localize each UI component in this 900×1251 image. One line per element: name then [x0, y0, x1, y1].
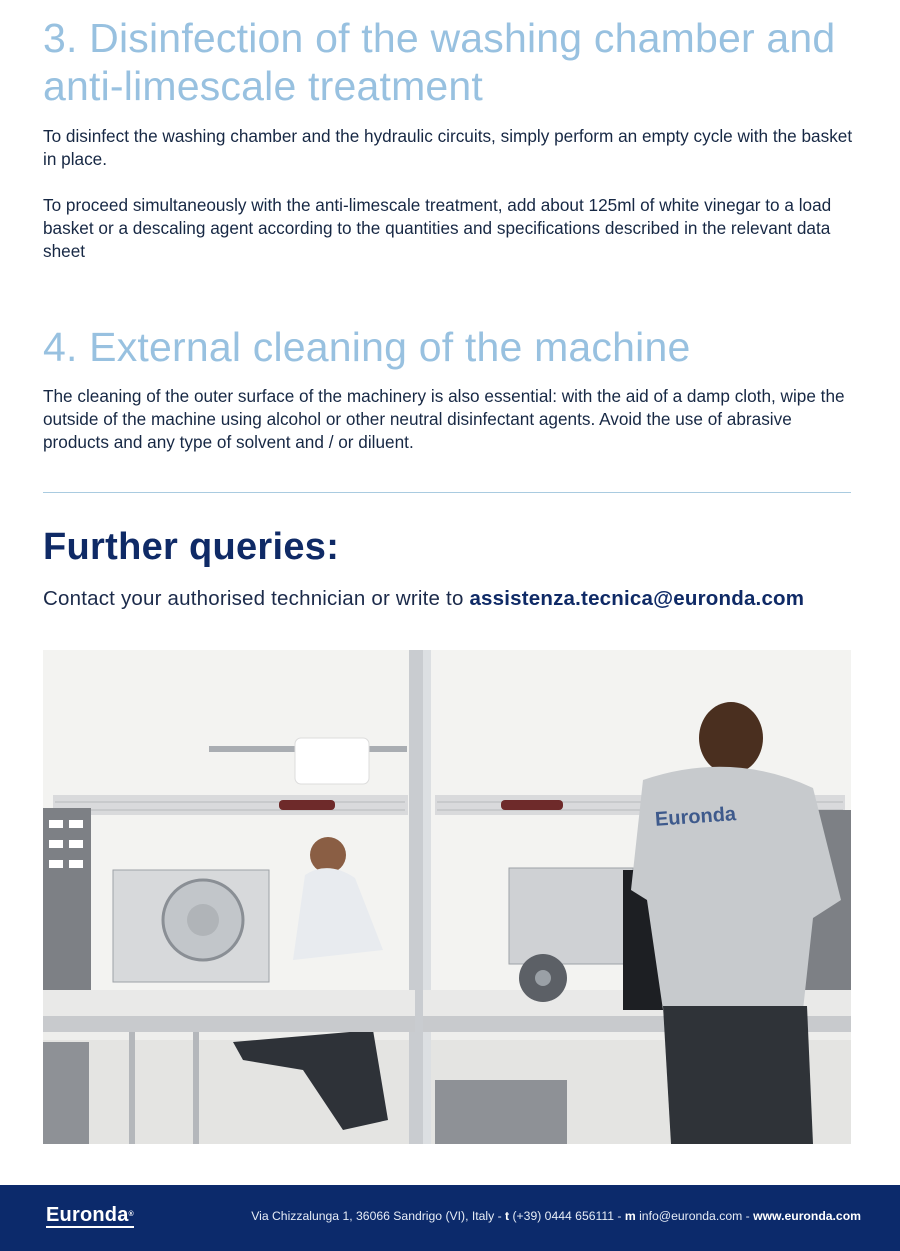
shirt-logo: Euronda: [654, 803, 737, 831]
section-3-title: 3. Disinfection of the washing chamber and anti-limescale treatment: [43, 15, 836, 109]
contact-line: [43, 587, 804, 611]
mail-label: m: [624, 1209, 636, 1223]
footer: [0, 1185, 900, 1251]
footer-address-text: Via Chizzalunga 1, 36066 Sandrigo (VI), Italy -: [251, 1209, 506, 1223]
footer-website[interactable]: www.euronda.com: [753, 1209, 861, 1223]
section-3-paragraph-2: To proceed simultaneously with the anti-limescale treatment, add about 125ml of white vinegar to a load basket or a descaling agent according to the quantities and specifications described in the relevant data sheet: [43, 195, 832, 261]
further-queries-title: Further queries:: [43, 526, 340, 568]
section-4-paragraph-1: The cleaning of the outer surface of the machinery is also essential: with the aid of a damp cloth, wipe the outside of the machine using alcohol or other neutral disinfectant agents. Avoid the use of abrasive products and any type of solvent and / or diluent.: [43, 386, 845, 452]
section-3-paragraph-1: To disinfect the washing chamber and the hydraulic circuits, simply perform an empty cycle with the basket in place.: [43, 126, 853, 169]
footer-logo-text: Euronda: [46, 1204, 129, 1226]
footer-address: [251, 1209, 861, 1223]
footer-mail[interactable]: info@euronda.com -: [635, 1209, 754, 1223]
footer-phone: (+39) 0444 656111 -: [509, 1209, 625, 1223]
divider: [43, 492, 851, 493]
registered-mark: ®: [128, 1211, 134, 1218]
contact-email-link[interactable]: assistenza.tecnica@euronda.com: [469, 587, 805, 610]
workshop-photo: [43, 650, 851, 1144]
footer-logo: [46, 1204, 134, 1228]
phone-label: t: [505, 1209, 510, 1223]
section-4-title: 4. External cleaning of the machine: [43, 324, 691, 370]
contact-text: Contact your authorised technician or write to: [43, 587, 470, 610]
